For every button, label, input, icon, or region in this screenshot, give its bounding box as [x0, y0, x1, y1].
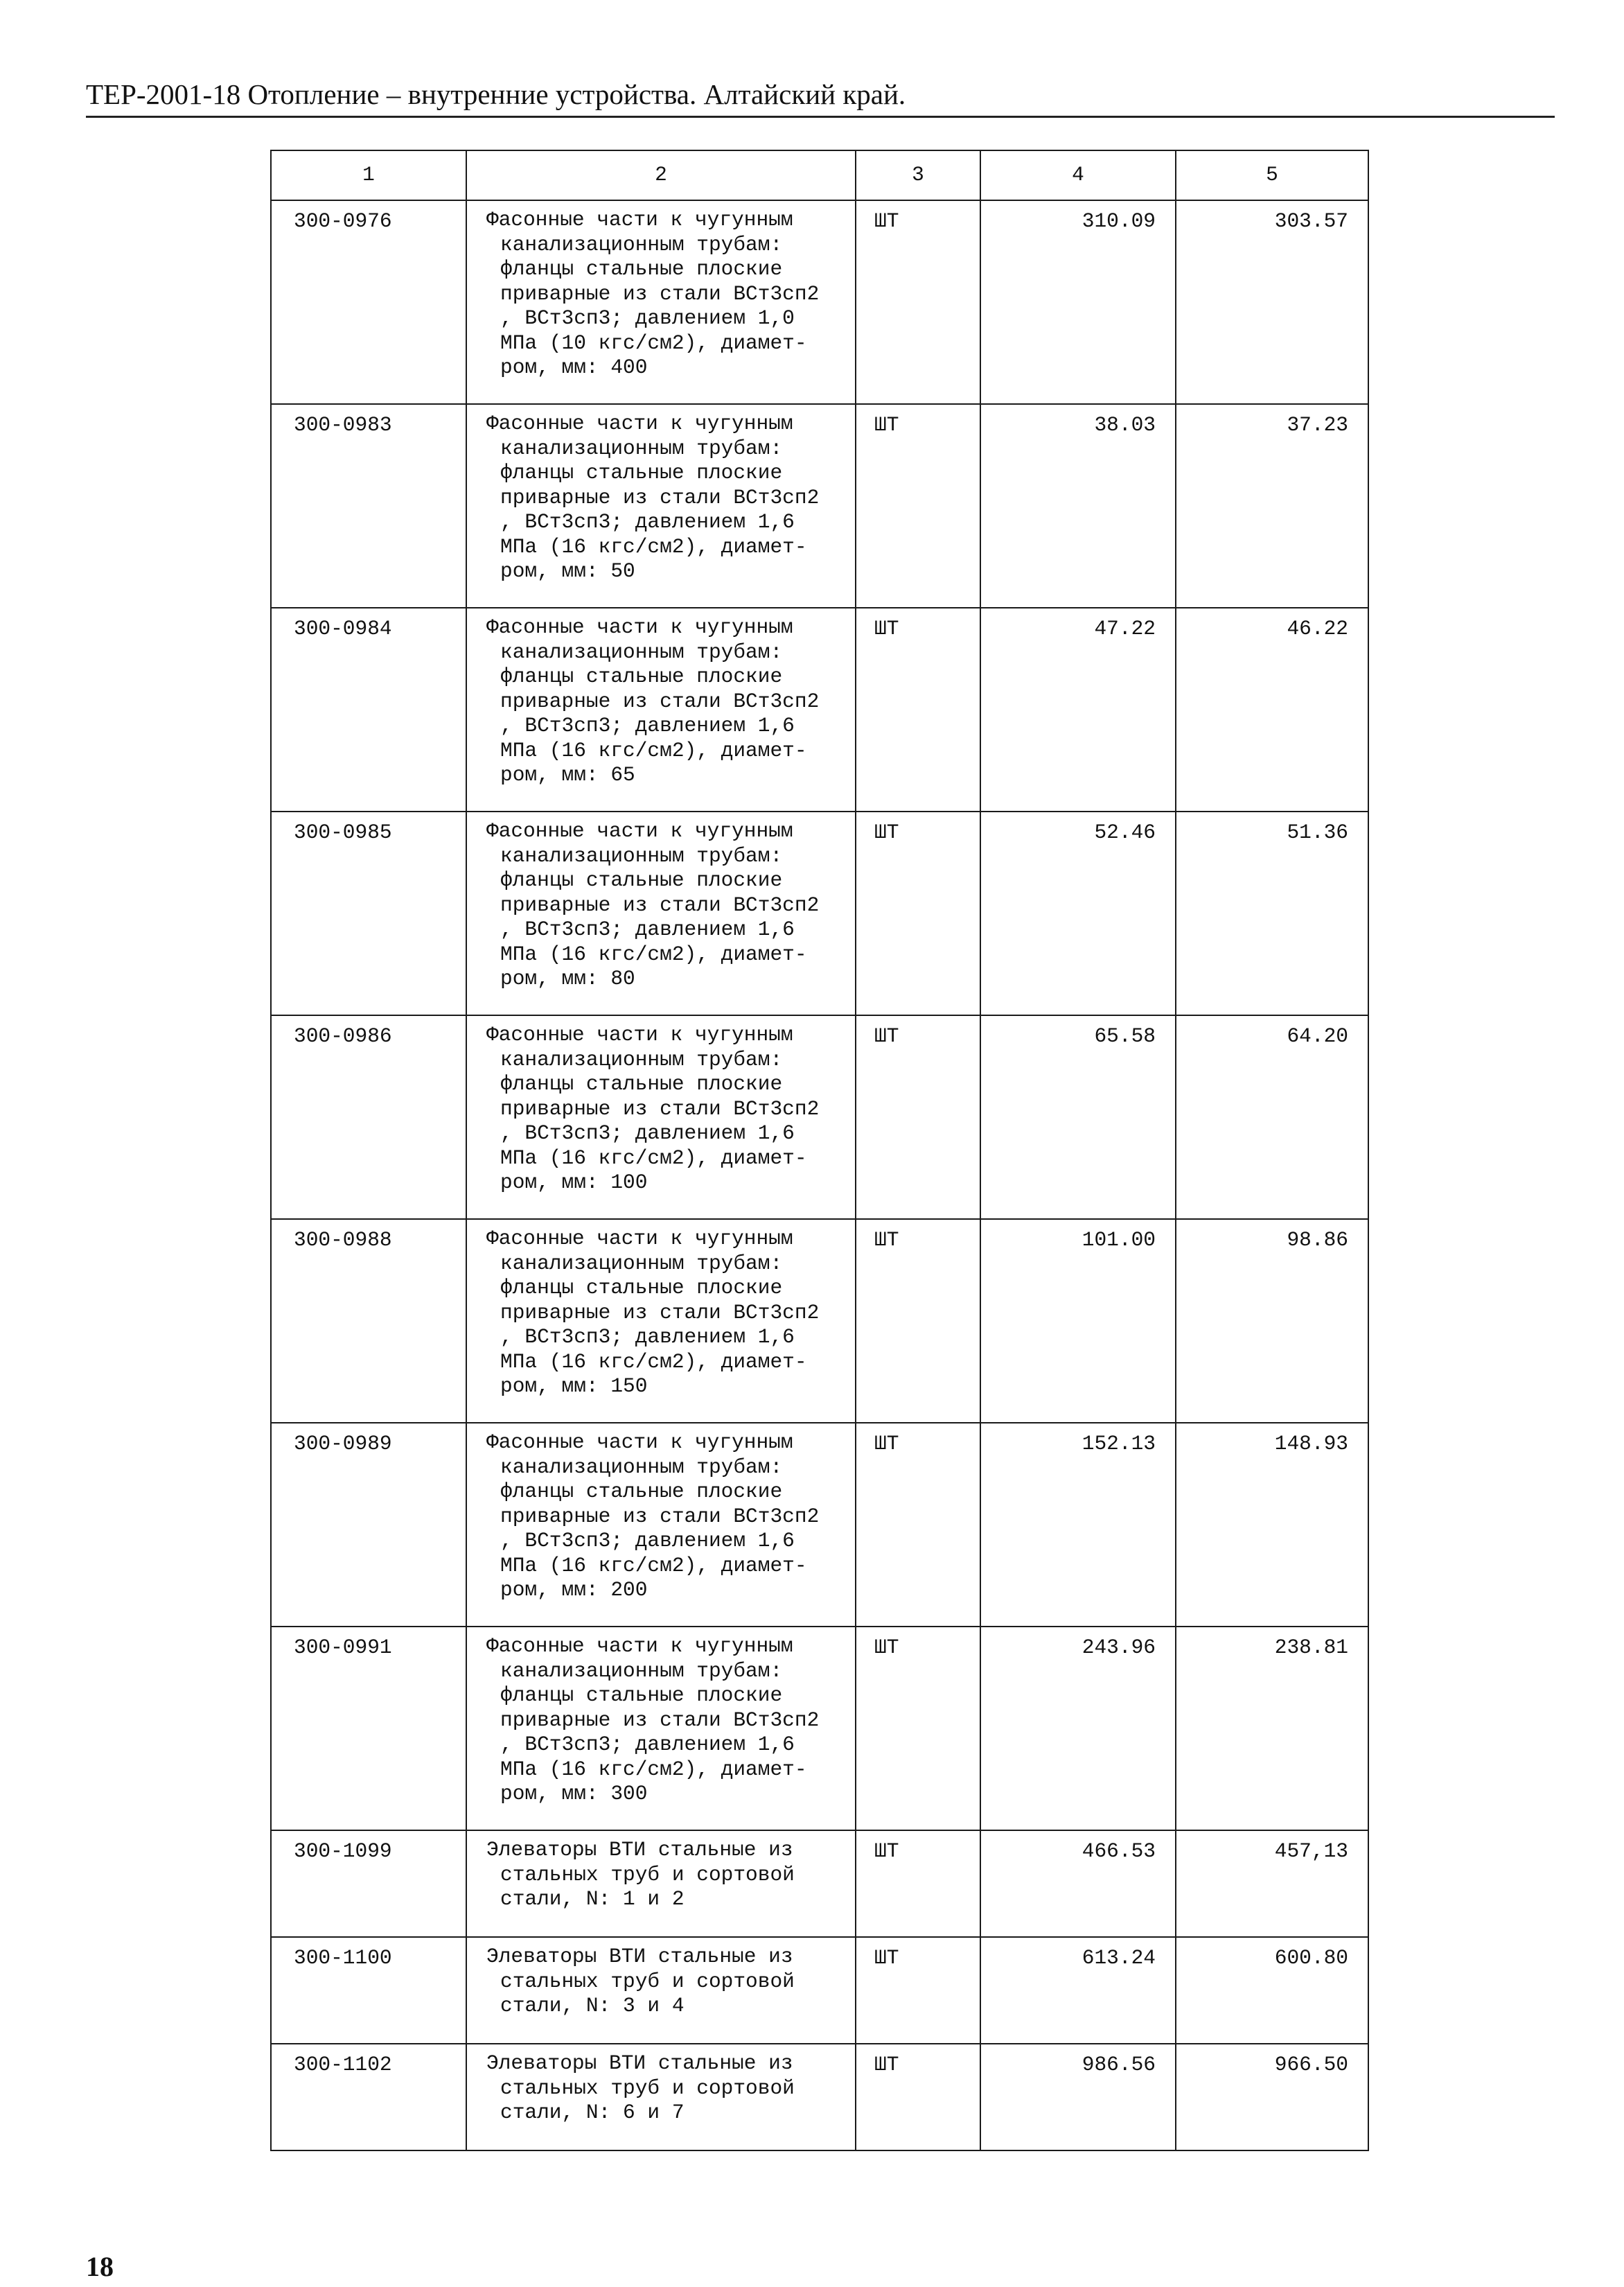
resource-name-line: МПа (10 кгс/см2), диамет-: [500, 331, 807, 355]
price-table: [270, 150, 1369, 2151]
resource-name-line: канализационным трубам:: [500, 1658, 783, 1683]
resource-name-line: приварные из стали ВСт3сп2: [500, 1708, 820, 1732]
price-col4-cell: 38.03: [980, 404, 1176, 608]
resource-name-line: Фасонные части к чугунным: [486, 208, 793, 231]
resource-name-line: ром, мм: 400: [500, 356, 648, 379]
resource-name-line: фланцы стальные плоские: [500, 461, 783, 484]
resource-name-line: приварные из стали ВСт3сп2: [500, 893, 820, 917]
resource-name-line: приварные из стали ВСт3сп2: [500, 1300, 820, 1324]
unit-cell: ШТ: [856, 812, 980, 1015]
resource-name-line: канализационным трубам:: [500, 1251, 783, 1275]
price-col4-cell: 613.24: [980, 1937, 1176, 2044]
resource-name-line: , ВСт3сп3; давлением 1,6: [500, 1733, 795, 1756]
resource-code-cell: 300-0985: [271, 812, 466, 1015]
price-col4-cell: 243.96: [980, 1627, 1176, 1830]
resource-name-cell: [466, 608, 856, 812]
unit-cell: ШТ: [856, 1219, 980, 1423]
resource-name-line: фланцы стальные плоские: [500, 1276, 783, 1299]
resource-name-line: , ВСт3сп3; давлением 1,6: [500, 1529, 795, 1552]
unit-cell: ШТ: [856, 404, 980, 608]
unit-cell: ШТ: [856, 2044, 980, 2150]
resource-name-line: Фасонные части к чугунным: [486, 1634, 793, 1658]
resource-name-line: ром, мм: 150: [500, 1374, 648, 1398]
resource-name-line: ром, мм: 50: [500, 559, 635, 583]
table-row: [271, 1015, 1368, 1219]
table-row: [271, 2044, 1368, 2150]
resource-name-line: приварные из стали ВСт3сп2: [500, 485, 820, 509]
resource-code-cell: 300-1100: [271, 1937, 466, 2044]
resource-code-cell: 300-1099: [271, 1830, 466, 1937]
column-header: 2: [466, 150, 856, 200]
resource-name-line: фланцы стальные плоские: [500, 1683, 783, 1707]
resource-name-line: фланцы стальные плоские: [500, 868, 783, 892]
resource-name-line: МПа (16 кгс/см2), диамет-: [500, 1757, 807, 1781]
resource-name-line: приварные из стали ВСт3сп2: [500, 281, 820, 306]
price-col5-cell: 457,13: [1176, 1830, 1368, 1937]
resource-name-line: канализационным трубам:: [500, 843, 783, 868]
column-header: 1: [271, 150, 466, 200]
resource-name-line: МПа (16 кгс/см2), диамет-: [500, 534, 807, 559]
resource-name-line: Фасонные части к чугунным: [486, 819, 793, 843]
price-col5-cell: 303.57: [1176, 200, 1368, 404]
resource-name-cell: [466, 1830, 856, 1937]
table-row: [271, 1219, 1368, 1423]
resource-name-line: , ВСт3сп3; давлением 1,6: [500, 510, 795, 534]
resource-name-line: , ВСт3сп3; давлением 1,6: [500, 1325, 795, 1349]
resource-name-line: фланцы стальные плоские: [500, 665, 783, 688]
resource-name-line: Фасонные части к чугунным: [486, 1023, 793, 1046]
unit-cell: ШТ: [856, 200, 980, 404]
resource-name-cell: [466, 1015, 856, 1219]
price-col4-cell: 65.58: [980, 1015, 1176, 1219]
resource-code-cell: 300-1102: [271, 2044, 466, 2150]
resource-code-cell: 300-0976: [271, 200, 466, 404]
price-col5-cell: 37.23: [1176, 404, 1368, 608]
price-col5-cell: 966.50: [1176, 2044, 1368, 2150]
price-col4-cell: 986.56: [980, 2044, 1176, 2150]
resource-name-line: Фасонные части к чугунным: [486, 1430, 793, 1454]
resource-code-cell: 300-0991: [271, 1627, 466, 1830]
page-header: [86, 78, 1555, 118]
resource-name-line: стальных труб и сортовой: [500, 2076, 795, 2100]
price-col4-cell: 310.09: [980, 200, 1176, 404]
resource-name-cell: [466, 2044, 856, 2150]
resource-name-line: МПа (16 кгс/см2), диамет-: [500, 1349, 807, 1374]
resource-name-line: ром, мм: 80: [500, 967, 635, 990]
resource-name-line: канализационным трубам:: [500, 232, 783, 256]
price-col5-cell: 46.22: [1176, 608, 1368, 812]
resource-name-line: Фасонные части к чугунным: [486, 615, 793, 639]
table-body: [271, 200, 1368, 2150]
unit-cell: ШТ: [856, 608, 980, 812]
resource-name-line: , ВСт3сп3; давлением 1,6: [500, 918, 795, 941]
price-col4-cell: 466.53: [980, 1830, 1176, 1937]
resource-name-line: канализационным трубам:: [500, 1047, 783, 1071]
page-number: 18: [86, 2251, 114, 2282]
unit-cell: ШТ: [856, 1830, 980, 1937]
unit-cell: ШТ: [856, 1937, 980, 2044]
resource-code-cell: 300-0983: [271, 404, 466, 608]
unit-cell: ШТ: [856, 1627, 980, 1830]
resource-name-cell: [466, 1219, 856, 1423]
table-row: [271, 404, 1368, 608]
table-row: [271, 1830, 1368, 1937]
resource-name-line: стальных труб и сортовой: [500, 1969, 795, 1993]
resource-name-line: стали, N: 1 и 2: [500, 1887, 685, 1911]
price-col4-cell: 152.13: [980, 1423, 1176, 1627]
table-row: [271, 812, 1368, 1015]
resource-name-cell: [466, 404, 856, 608]
column-header: 3: [856, 150, 980, 200]
page-title: ТЕР-2001-18 Отопление – внутренние устройства. Алтайский край.: [86, 78, 906, 110]
column-header: 5: [1176, 150, 1368, 200]
resource-name-line: фланцы стальные плоские: [500, 257, 783, 281]
unit-cell: ШТ: [856, 1015, 980, 1219]
table-row: [271, 1627, 1368, 1830]
resource-name-line: канализационным трубам:: [500, 640, 783, 664]
resource-name-line: приварные из стали ВСт3сп2: [500, 1096, 820, 1121]
resource-name-line: стальных труб и сортовой: [500, 1862, 795, 1886]
resource-name-line: приварные из стали ВСт3сп2: [500, 1504, 820, 1528]
resource-code-cell: 300-0984: [271, 608, 466, 812]
resource-name-line: Элеваторы ВТИ стальные из: [486, 2051, 793, 2075]
resource-name-line: МПа (16 кгс/см2), диамет-: [500, 942, 807, 966]
resource-name-line: ром, мм: 300: [500, 1782, 648, 1805]
price-col4-cell: 52.46: [980, 812, 1176, 1015]
resource-name-line: канализационным трубам:: [500, 436, 783, 460]
price-col5-cell: 600.80: [1176, 1937, 1368, 2044]
resource-name-line: Фасонные части к чугунным: [486, 412, 793, 435]
resource-name-line: ром, мм: 100: [500, 1171, 648, 1194]
resource-name-line: стали, N: 6 и 7: [500, 2101, 685, 2124]
resource-code-cell: 300-0988: [271, 1219, 466, 1423]
price-col5-cell: 64.20: [1176, 1015, 1368, 1219]
column-header: 4: [980, 150, 1176, 200]
resource-name-line: ром, мм: 65: [500, 763, 635, 787]
resource-code-cell: 300-0986: [271, 1015, 466, 1219]
resource-code-cell: 300-0989: [271, 1423, 466, 1627]
table-row: [271, 608, 1368, 812]
resource-name-line: канализационным трубам:: [500, 1455, 783, 1479]
price-col4-cell: 47.22: [980, 608, 1176, 812]
resource-name-line: , ВСт3сп3; давлением 1,6: [500, 1121, 795, 1145]
resource-name-line: стали, N: 3 и 4: [500, 1994, 685, 2017]
resource-name-cell: [466, 1423, 856, 1627]
resource-name-cell: [466, 200, 856, 404]
table-row: [271, 1423, 1368, 1627]
resource-name-line: приварные из стали ВСт3сп2: [500, 689, 820, 713]
resource-name-line: Фасонные части к чугунным: [486, 1227, 793, 1250]
resource-name-line: Элеваторы ВТИ стальные из: [486, 1945, 793, 1968]
price-col5-cell: 51.36: [1176, 812, 1368, 1015]
resource-name-cell: [466, 1627, 856, 1830]
price-col4-cell: 101.00: [980, 1219, 1176, 1423]
resource-name-line: ром, мм: 200: [500, 1578, 648, 1602]
resource-name-cell: [466, 1937, 856, 2044]
resource-name-line: , ВСт3сп3; давлением 1,6: [500, 714, 795, 737]
price-col5-cell: 238.81: [1176, 1627, 1368, 1830]
resource-name-line: фланцы стальные плоские: [500, 1480, 783, 1503]
resource-name-line: МПа (16 кгс/см2), диамет-: [500, 1146, 807, 1170]
resource-name-line: Элеваторы ВТИ стальные из: [486, 1838, 793, 1861]
resource-name-line: , ВСт3сп3; давлением 1,0: [500, 306, 795, 330]
unit-cell: ШТ: [856, 1423, 980, 1627]
resource-name-line: МПа (16 кгс/см2), диамет-: [500, 1553, 807, 1577]
table-header-row: [271, 150, 1368, 200]
table-row: [271, 200, 1368, 404]
price-col5-cell: 98.86: [1176, 1219, 1368, 1423]
resource-name-line: МПа (16 кгс/см2), диамет-: [500, 738, 807, 762]
price-col5-cell: 148.93: [1176, 1423, 1368, 1627]
table-row: [271, 1937, 1368, 2044]
resource-name-line: фланцы стальные плоские: [500, 1072, 783, 1096]
resource-name-cell: [466, 812, 856, 1015]
